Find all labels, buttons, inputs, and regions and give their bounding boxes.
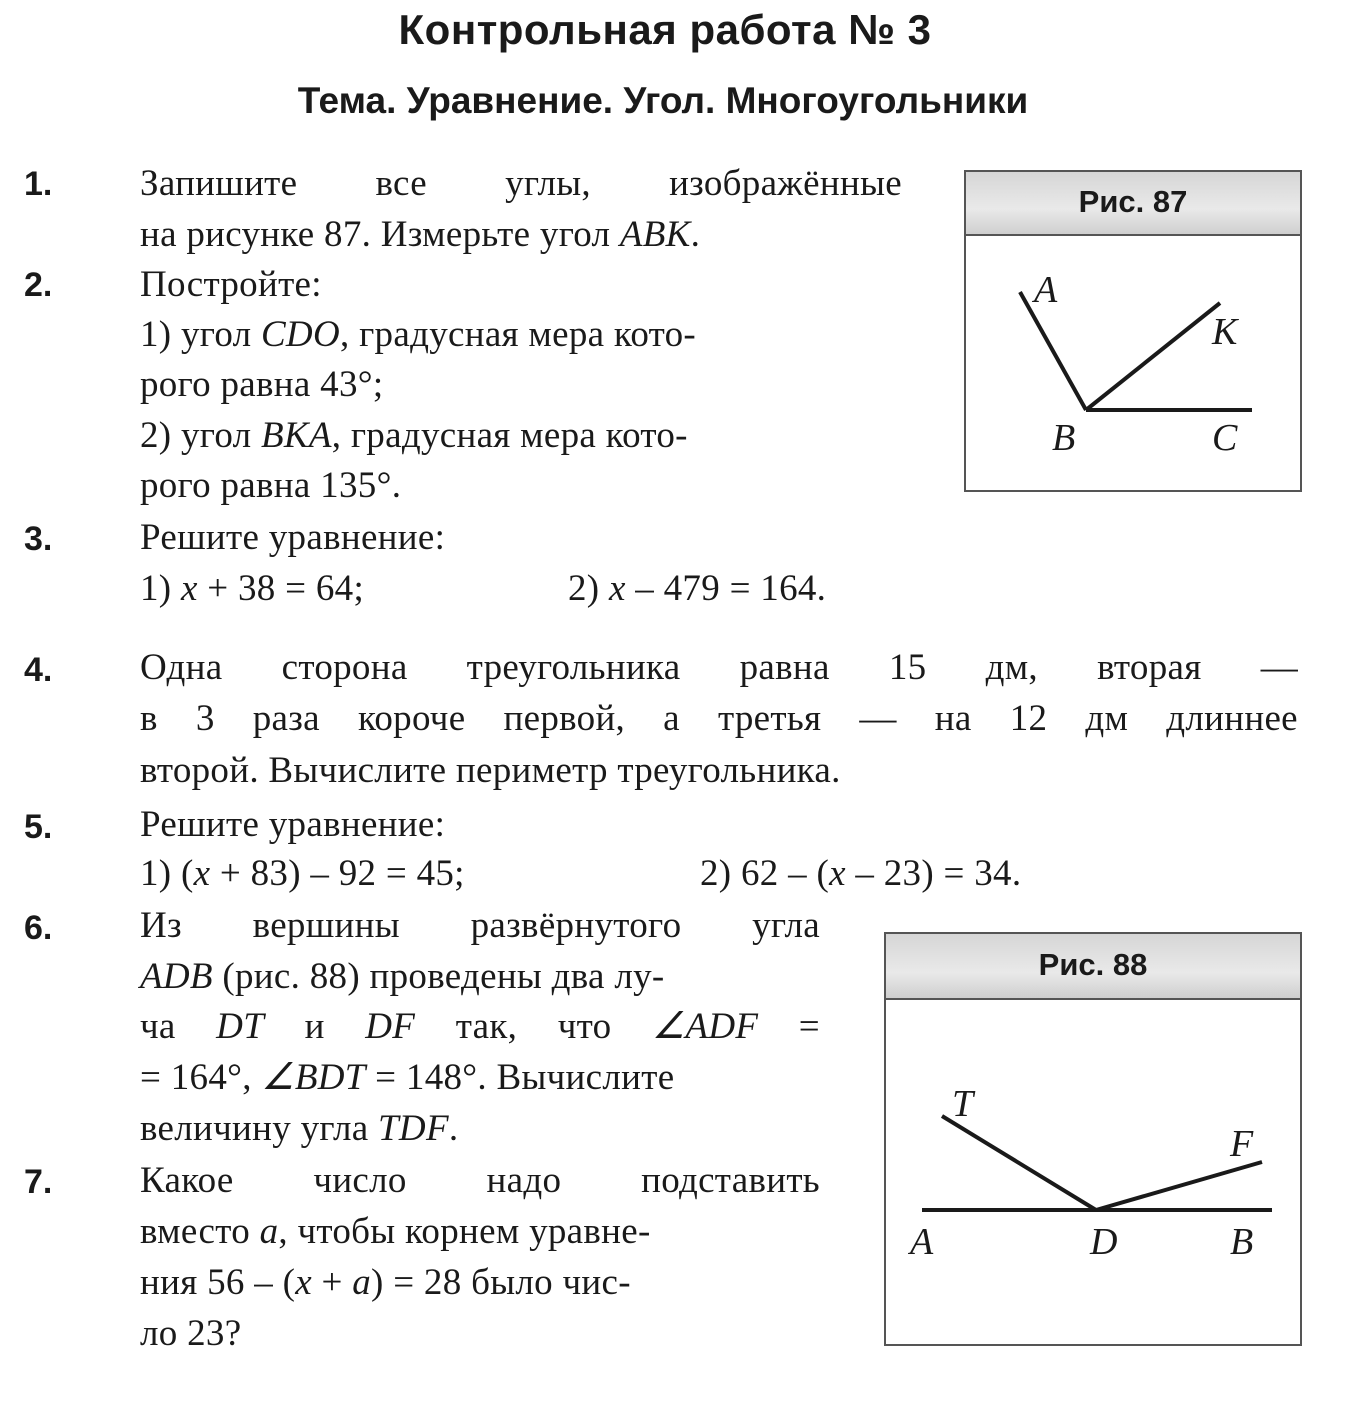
word: Одна (140, 647, 223, 688)
point-a-label: A (910, 1221, 934, 1263)
math-text: DF (365, 1006, 416, 1047)
text: . (690, 214, 701, 255)
text: Решите уравнение: (140, 517, 446, 558)
text: ло 23? (140, 1313, 242, 1354)
word: дм, (985, 647, 1038, 688)
task-5-equation-2 (700, 852, 1021, 896)
math-text: x (180, 568, 198, 609)
task-7-line-4 (140, 1312, 241, 1356)
point-k-label: K (1212, 311, 1238, 353)
degree-sign: ° (357, 364, 373, 405)
word: вершины (252, 905, 400, 946)
word: вторая (1097, 647, 1202, 688)
text: , чтобы корнем уравне- (278, 1211, 651, 1252)
text: – 23) = 34. (845, 853, 1022, 894)
word: все (375, 163, 427, 204)
task-5-equation-1 (140, 852, 465, 896)
word: — (1260, 647, 1298, 688)
degree-sign: ° (376, 465, 392, 506)
math-text: x (608, 568, 626, 609)
page-subtitle: Тема. Уравнение. Угол. Многоугольники (297, 80, 1029, 121)
task-1-line-1 (140, 162, 902, 206)
text: + 38 = 64; (197, 568, 365, 609)
word: подставить (641, 1160, 820, 1201)
task-1-line-2 (140, 213, 700, 257)
figure-87 (964, 170, 1302, 492)
text: вместо (140, 1211, 260, 1252)
word: число (313, 1160, 407, 1201)
word: и (304, 1006, 325, 1047)
task-5-line-1 (140, 803, 445, 847)
task-7-line-3 (140, 1261, 631, 1305)
task-4-line-1 (140, 646, 1298, 690)
math-text: ABK (619, 214, 691, 255)
text: второй. Вычислите периметр треугольника. (140, 750, 841, 791)
word: дм (1085, 698, 1129, 739)
word: так, (455, 1006, 518, 1047)
task-4-line-2 (140, 697, 1298, 741)
task-2-line-4 (140, 414, 688, 458)
text: Постройте: (140, 264, 322, 305)
word: Из (140, 905, 182, 946)
task-6-line-1 (140, 904, 820, 948)
text: 2) 62 – ( (700, 853, 830, 894)
word: — (859, 698, 897, 739)
math-text: CDO (260, 314, 340, 355)
word: надо (486, 1160, 562, 1201)
text: – 479 = 164. (625, 568, 827, 609)
text: величину угла (140, 1108, 379, 1149)
text: 1) ( (140, 853, 194, 894)
word: на (934, 698, 972, 739)
text: (рис. 88) проведены два лу- (212, 956, 665, 997)
task-2-line-1 (140, 263, 322, 307)
task-5-number: 5. (24, 808, 53, 846)
word: что (557, 1006, 612, 1047)
word: треугольника (466, 647, 681, 688)
text: 2) (568, 568, 609, 609)
word: = (798, 1006, 820, 1047)
math-text: TDF (378, 1108, 449, 1149)
word: сторона (281, 647, 408, 688)
word: 12 (1009, 698, 1048, 739)
task-4-number: 4. (24, 651, 53, 689)
point-c-label: C (1212, 417, 1238, 459)
text: Решите уравнение: (140, 804, 446, 845)
word: Какое (140, 1160, 234, 1201)
text: рого равна 135 (140, 465, 377, 506)
word: 3 (195, 698, 215, 739)
math-text: ADB (140, 956, 213, 997)
figure-87-caption: Рис. 87 (966, 172, 1300, 236)
word: ча (140, 1006, 176, 1047)
task-7-line-2 (140, 1210, 651, 1254)
text: + 83) – 92 = 45; (210, 853, 465, 894)
text: 1) (140, 568, 181, 609)
task-2-line-5 (140, 464, 401, 508)
word: угла (752, 905, 820, 946)
math-text: x (295, 1262, 312, 1303)
text: ния 56 – ( (140, 1262, 296, 1303)
point-f-label: F (1230, 1123, 1254, 1165)
text: 2) угол (140, 415, 261, 456)
word: а (663, 698, 680, 739)
task-6-line-4 (140, 1056, 674, 1100)
text: . (391, 465, 402, 506)
text: ; (372, 364, 384, 405)
math-text: a (259, 1211, 279, 1252)
task-7-number: 7. (24, 1163, 53, 1201)
math-text: ∠BDT (261, 1057, 366, 1098)
figure-88-caption: Рис. 88 (886, 934, 1300, 1000)
figure-88 (884, 932, 1302, 1346)
task-4-line-3 (140, 749, 841, 793)
point-d-label: D (1090, 1221, 1118, 1263)
point-a-label: A (1034, 269, 1058, 311)
task-6-line-5 (140, 1107, 458, 1151)
ray-bk (1086, 303, 1220, 410)
task-6-line-3 (140, 1005, 820, 1049)
task-2-line-2 (140, 313, 696, 357)
text: = 164 (140, 1057, 228, 1098)
task-3-number: 3. (24, 520, 53, 558)
math-text: DT (216, 1006, 265, 1047)
task-6-line-2 (140, 955, 665, 999)
word: Запишите (140, 163, 298, 204)
text: . Вычислите (477, 1057, 675, 1098)
math-text: x (829, 853, 846, 894)
word: короче (357, 698, 466, 739)
text: = 148 (365, 1057, 463, 1098)
task-2-number: 2. (24, 266, 53, 304)
math-text: ∠ADF (651, 1006, 759, 1047)
word: раза (252, 698, 320, 739)
point-b-label: B (1052, 417, 1076, 459)
task-6-number: 6. (24, 909, 53, 947)
page-title: Контрольная работа № 3 (398, 6, 932, 53)
point-b-label: B (1230, 1221, 1254, 1263)
word: 15 (888, 647, 927, 688)
figure-88-drawing (886, 1000, 1300, 1344)
math-text: a (352, 1262, 372, 1303)
text: , градусная мера кото- (331, 415, 688, 456)
word: длиннее (1166, 698, 1298, 739)
task-1-number: 1. (24, 165, 53, 203)
degree-sign: ° (227, 1057, 243, 1098)
word: равна (739, 647, 830, 688)
word: первой, (503, 698, 626, 739)
text: + (311, 1262, 353, 1303)
text: 1) угол (140, 314, 261, 355)
word: в (140, 698, 158, 739)
text: на рисунке 87. Измерьте угол (140, 214, 620, 255)
math-text: BKA (260, 415, 332, 456)
figure-87-drawing (966, 236, 1300, 490)
math-text: x (193, 853, 211, 894)
task-3-line-1 (140, 516, 445, 560)
word: развёрнутого (470, 905, 682, 946)
text: ) = 28 было чис- (371, 1262, 631, 1303)
task-7-line-1 (140, 1159, 820, 1203)
word: изображённые (669, 163, 902, 204)
text: рого равна 43 (140, 364, 358, 405)
task-2-line-3 (140, 363, 383, 407)
text: , градусная мера кото- (339, 314, 697, 355)
word: третья (717, 698, 822, 739)
task-3-equation-1 (140, 567, 364, 611)
ray-dt (942, 1116, 1096, 1210)
ray-df (1096, 1162, 1262, 1210)
text: . (448, 1108, 459, 1149)
point-t-label: T (952, 1083, 974, 1125)
task-3-equation-2 (568, 567, 826, 611)
word: углы, (505, 163, 591, 204)
degree-sign: ° (462, 1057, 478, 1098)
text: , (242, 1057, 262, 1098)
